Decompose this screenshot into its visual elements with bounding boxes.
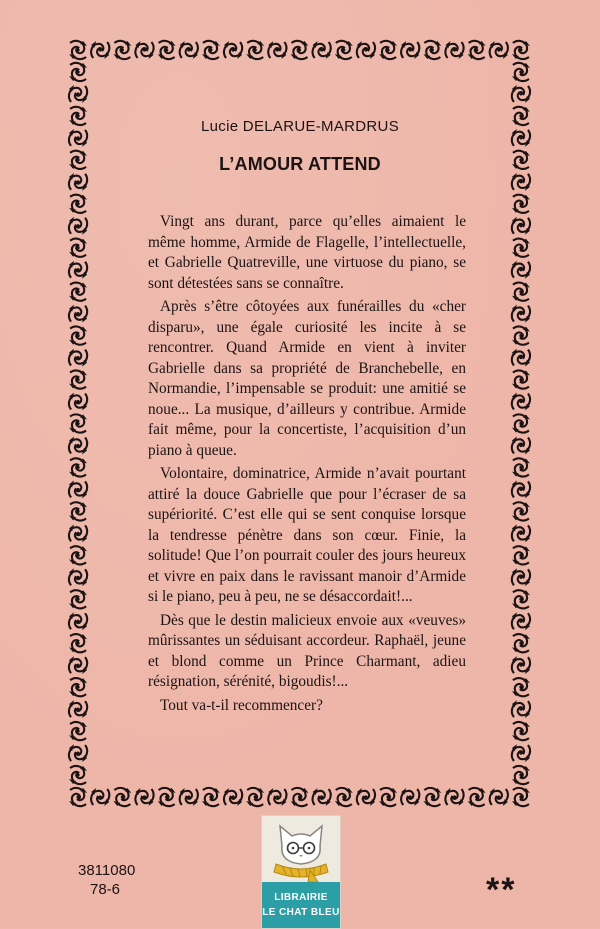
bookshop-sticker — [261, 815, 341, 929]
synopsis-paragraph: Volontaire, dominatrice, Armide n’avait pourtant attiré la douce Gabrielle que pour l’écraser de sa supériorité. C’est elle qui se sent conquise lorsque la tendresse pénètre dans son cœur. Finie, la solitude! Que l’on pourrait couler des jours heureux et vivre en paix dans le ravissant manoir d’Armide si le piano, peu à peu, ne se désaccordait!... — [148, 465, 466, 605]
rating-stars: ** — [486, 871, 517, 909]
synopsis — [148, 212, 466, 719]
sticker-line-1: LIBRAIRIE — [274, 892, 328, 903]
sticker-illustration — [262, 816, 340, 882]
catalog-code-line-2: 78-6 — [90, 881, 121, 898]
synopsis-paragraph: Après s’être côtoyées aux funérailles du «cher disparu», une égale curiosité les incite à se rencontrer. Quand Armide en vient à inviter Gabrielle dans sa propriété de Branchebelle, en Normandie, l’impensable se produit: une amitié se noue... La musique, d’ailleurs y contribue. Armide fait même, pour la concertiste, l’acquisition d’un piano à queue. — [148, 298, 466, 459]
catalog-code-line-1: 3811080 — [78, 862, 136, 879]
book-title: L’AMOUR ATTEND — [219, 154, 381, 174]
sticker-label-band — [262, 882, 340, 928]
synopsis-paragraph: Dès que le destin malicieux envoie aux «veuves» mûrissantes un séduisant accordeur. Raphaël, jeune et blond comme un Prince Charmant, adieu résignation, sérénité, bigoudis!... — [148, 611, 466, 690]
cat-with-scarf-icon — [262, 816, 340, 882]
sticker-line-2: LE CHAT BLEU — [262, 907, 340, 918]
synopsis-paragraph: Vingt ans durant, parce qu’elles aimaient le même homme, Armide de Flagelle, l’intellectuelle, et Gabrielle Quatreville, une virtuose du piano, se sont détestées sans se connaître. — [148, 213, 466, 292]
catalog-code — [78, 861, 135, 899]
author-name: Lucie DELARUE-MARDRUS — [200, 118, 399, 135]
synopsis-paragraph: Tout va-t-il recommencer? — [160, 696, 323, 714]
